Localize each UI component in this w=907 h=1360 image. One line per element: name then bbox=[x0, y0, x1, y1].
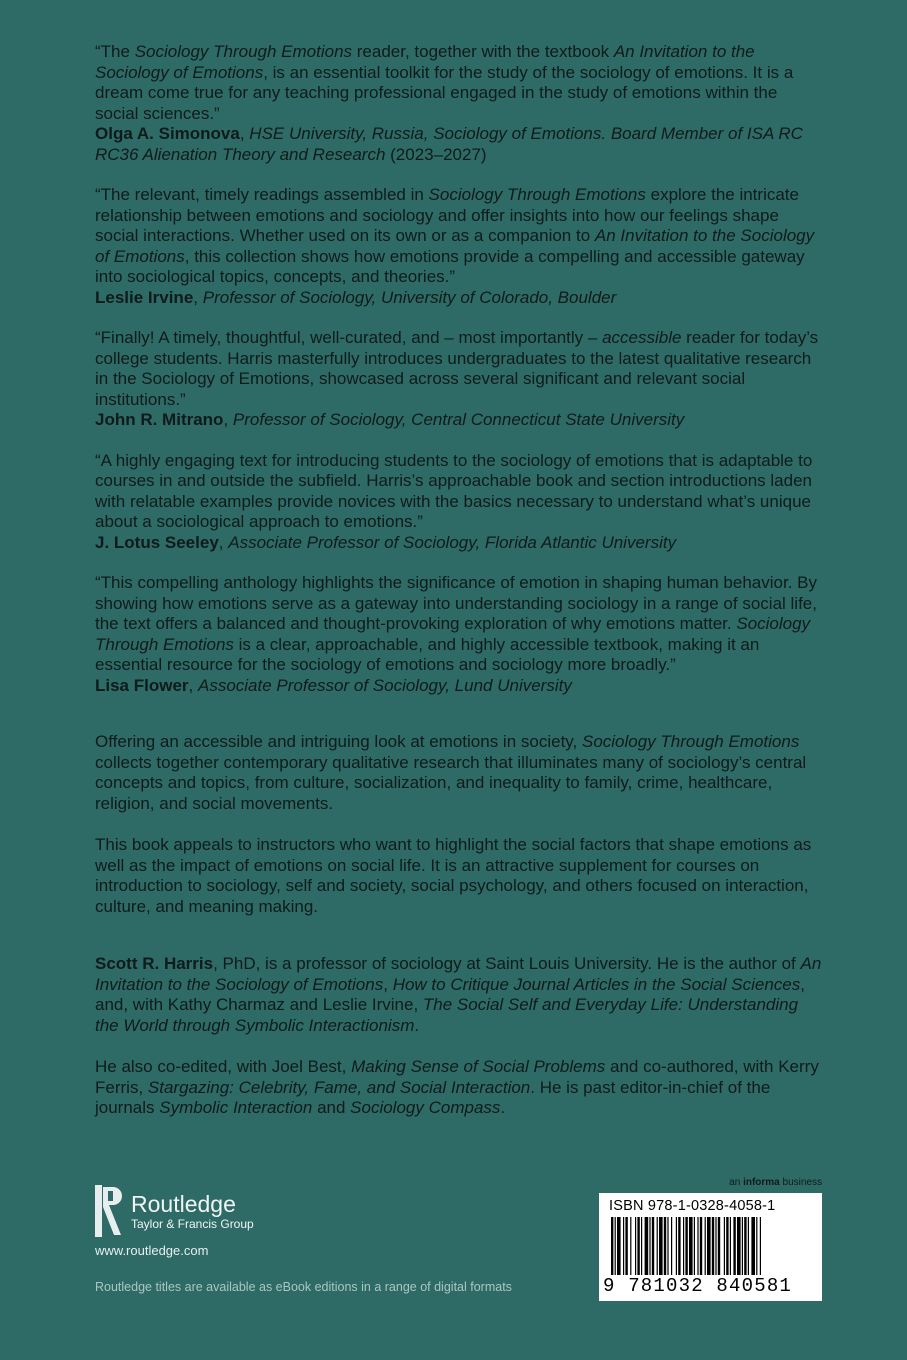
barcode-bar bbox=[652, 1217, 654, 1275]
review-quote: “The Sociology Through Emotions reader, together with the textbook An Invitation to the Sociology of Emotions, is an essential toolkit for the study of the sociology of emotions. It is a dream come true for any teaching professional engaged in the study of emotions within the social sciences.” bbox=[95, 42, 794, 123]
review-quote: “A highly engaging text for introducing students to the sociology of emotions that is adaptable to courses in and outside the subfield. Harris’s approachable book and section introductions laden with relatable examples provide novices with the basics necessary to understand what’s unique about a sociological approach to emotions.” bbox=[95, 450, 813, 531]
section-gap bbox=[95, 938, 825, 954]
barcode-bar bbox=[683, 1217, 684, 1275]
routledge-r-icon bbox=[95, 1185, 125, 1237]
isbn-label: ISBN 978-1-0328-4058-1 bbox=[609, 1198, 776, 1214]
barcode-bar bbox=[694, 1217, 695, 1275]
barcode-bar bbox=[748, 1217, 749, 1275]
barcode-bar bbox=[676, 1217, 677, 1275]
barcode-bar bbox=[737, 1217, 741, 1275]
section-gap bbox=[95, 716, 825, 732]
barcode-bar bbox=[635, 1217, 636, 1275]
barcode-bar bbox=[623, 1217, 624, 1275]
barcode-bar bbox=[705, 1217, 706, 1275]
publisher-url[interactable]: www.routledge.com bbox=[95, 1243, 209, 1258]
author-bio-1: Scott R. Harris, PhD, is a professor of sociology at Saint Louis University. He is the author of An Invitation to the Sociology of Emotions, How to Critique Journal Articles in the Social Sciences, and, with Kathy Charmaz and Leslie Irvine, The Social Self and Everyday Life: Understanding the World through Symbolic Interactionism. bbox=[95, 954, 822, 1035]
review-5 bbox=[95, 573, 825, 696]
barcode-bar bbox=[641, 1217, 642, 1275]
barcode-digits: 9 781032 840581 bbox=[603, 1275, 793, 1297]
publisher-group: Taylor & Francis Group bbox=[131, 1217, 254, 1231]
book-description-2: This book appeals to instructors who want to highlight the social factors that shape emotions as well as the impact of emotions on social life. It is an attractive supplement for courses on introduction to sociology, self and society, social psychology, and others focused on interaction, culture, and meaning making. bbox=[95, 835, 812, 916]
review-1 bbox=[95, 42, 825, 165]
barcode-bar bbox=[617, 1217, 621, 1275]
review-quote: “Finally! A timely, thoughtful, well-curated, and – most importantly – accessible reader for today’s college students. Harris masterfully introduces undergraduates to the latest qualitative research in the Sociology of Emotions, showcased across several significant and relevant social institutions.” bbox=[95, 328, 819, 409]
review-attribution: Lisa Flower, Associate Professor of Sociology, Lund University bbox=[95, 675, 572, 695]
barcode-bar bbox=[760, 1217, 761, 1275]
book-description-1: Offering an accessible and intriguing look at emotions in society, Sociology Through Emotions collects together contemporary qualitative research that illuminates many of sociology’s central concepts and topics, from culture, socialization, and inequality to family, crime, healthcare, religion, and social movements. bbox=[95, 732, 807, 813]
barcode-bar bbox=[630, 1217, 631, 1275]
barcode-bar bbox=[751, 1217, 755, 1275]
barcode-bar bbox=[700, 1217, 702, 1275]
publisher-block bbox=[95, 1185, 254, 1258]
barcode-bar bbox=[664, 1217, 666, 1275]
review-2 bbox=[95, 185, 825, 308]
barcode-bar bbox=[697, 1217, 698, 1275]
back-cover-text bbox=[95, 42, 825, 1119]
barcode-bar bbox=[671, 1217, 672, 1275]
informa-note: an informa business bbox=[729, 1177, 822, 1188]
barcode-bar bbox=[659, 1217, 663, 1275]
barcode-bar bbox=[615, 1217, 616, 1275]
review-attribution: John R. Mitrano, Professor of Sociology, Central Connecticut State University bbox=[95, 410, 685, 429]
review-attribution: Olga A. Simonova, HSE University, Russia, Sociology of Emotions. Board Member of ISA RC RC36 Alienation Theory and Research (2023–2027) bbox=[95, 124, 803, 164]
barcode-bar bbox=[649, 1217, 650, 1275]
barcode-bar bbox=[733, 1217, 735, 1275]
ebook-note: Routledge titles are available as eBook editions in a range of digital formats bbox=[95, 1280, 512, 1294]
review-attribution: Leslie Irvine, Professor of Sociology, University of Colorado, Boulder bbox=[95, 287, 617, 307]
barcode-bar bbox=[689, 1217, 693, 1275]
barcode-bar bbox=[744, 1217, 746, 1275]
barcode-bars bbox=[609, 1217, 814, 1277]
barcode-bar bbox=[667, 1217, 668, 1275]
author-bio-2: He also co-edited, with Joel Best, Making Sense of Social Problems and co-authored, with Kerry Ferris, Stargazing: Celebrity, Fame, and Social Interaction. He is past editor-in-chief of the journals Symbolic Interaction and Sociology Compass. bbox=[95, 1057, 819, 1117]
review-4 bbox=[95, 451, 825, 554]
barcode bbox=[599, 1193, 822, 1301]
barcode-block bbox=[599, 1177, 822, 1301]
barcode-bar bbox=[742, 1217, 743, 1275]
publisher-name: Routledge bbox=[131, 1191, 236, 1217]
barcode-bar bbox=[756, 1217, 757, 1275]
barcode-bar bbox=[611, 1217, 613, 1275]
review-3 bbox=[95, 328, 825, 431]
barcode-bar bbox=[625, 1217, 627, 1275]
barcode-bar bbox=[685, 1217, 687, 1275]
barcode-bar bbox=[707, 1217, 711, 1275]
barcode-bar bbox=[637, 1217, 639, 1275]
barcode-bar bbox=[726, 1217, 728, 1275]
review-attribution: J. Lotus Seeley, Associate Professor of Sociology, Florida Atlantic University bbox=[95, 532, 677, 552]
barcode-bar bbox=[730, 1217, 731, 1275]
barcode-bar bbox=[712, 1217, 714, 1275]
routledge-logo bbox=[95, 1185, 254, 1237]
barcode-bar bbox=[715, 1217, 716, 1275]
barcode-bar bbox=[678, 1217, 680, 1275]
barcode-bar bbox=[657, 1217, 658, 1275]
review-quote: “This compelling anthology highlights the significance of emotion in shaping human behavior. By showing how emotions serve as a gateway into understanding sociology in a range of social life, the text offers a balanced and thought-provoking exploration of why emotions matter. Sociology Through Emotions is a clear, approachable, and highly accessible textbook, making it an essential resource for the sociology of emotions and sociology more broadly.” bbox=[95, 573, 817, 674]
barcode-bar bbox=[645, 1217, 649, 1275]
barcode-bar bbox=[724, 1217, 725, 1275]
barcode-bar bbox=[718, 1217, 720, 1275]
review-quote: “The relevant, timely readings assembled in Sociology Through Emotions explore the intricate relationship between emotions and sociology and offer insights into how our feelings shape social interactions. Whether used on its own or as a companion to An Invitation to the Sociology of Emotions, this collection shows how emotions provide a compelling and accessible gateway into sociological topics, concepts, and theories.” bbox=[95, 185, 815, 286]
